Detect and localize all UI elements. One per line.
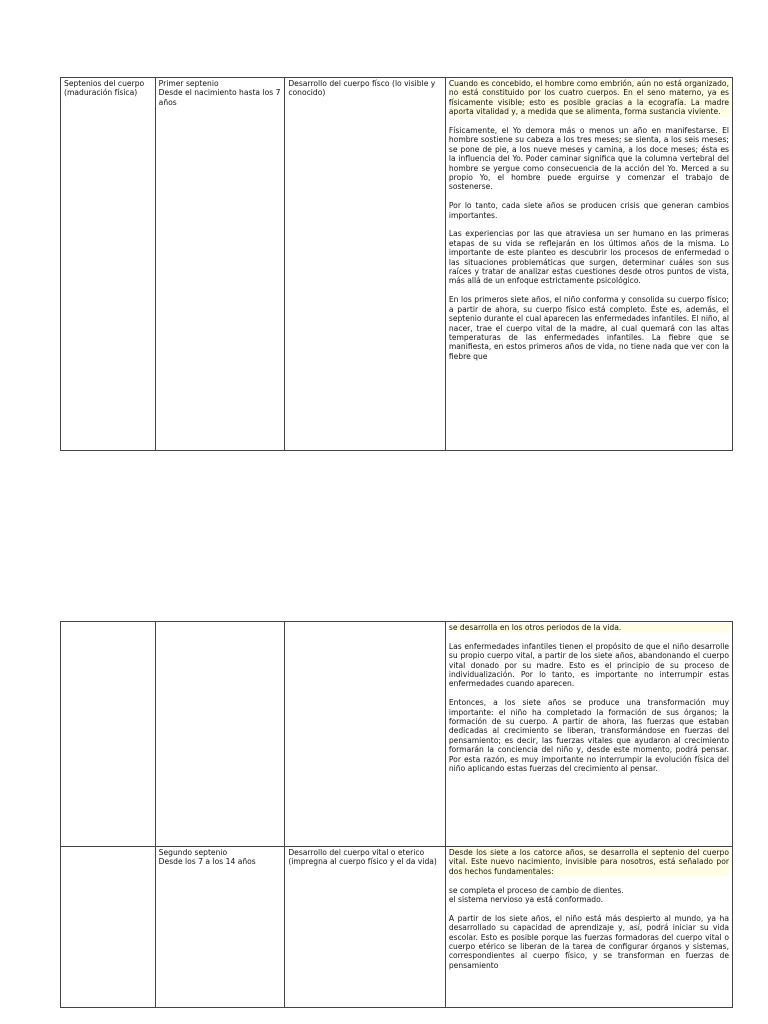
paragraph: Por lo tanto, cada siete años se producen crisis que generan cambios importantes. <box>448 201 729 220</box>
septenio-range: Desde los 7 a los 14 años <box>158 857 256 867</box>
list-item: el sistema nervioso ya está conformado. <box>448 895 604 905</box>
septenios-table-page-2 <box>60 621 733 1008</box>
paragraph: Entonces, a los siete años se produce una transformación muy importante: el niño ha completado la formación de sus órganos; la formación de su cuerpo. A partir de ahora, las fuerzas que estaban dedicadas al crecimiento se liberan, transformándose en fuerzas del pensamiento; es decir, las fuerzas vitales que ayudaron al crecimiento formarán la conciencia del niño y, desde este momento, podrá pensar. Por esta razón, es muy importante no interrumpir la evolución física del niño aplicando estas fuerzas del crecimiento al pensar. <box>448 698 729 774</box>
paragraph: Las enfermedades infantiles tienen el propósito de que el niño desarrolle su propio cuerpo vital, a partir de los siete años, abandonando el cuerpo vital donado por su madre. Esto es el principio de su proceso de individualización. Por lo tanto, es importante no interrumpir estas enfermedades cuando aparecen. <box>448 641 729 689</box>
paragraph: Desde los siete a los catorce años, se desarrolla el septenio del cuerpo vital. Este nuevo nacimiento, invisible para nosotros, está señalado por dos hechos fundamentales: <box>448 848 729 876</box>
list-item: se completa el proceso de cambio de dientes. <box>448 885 624 895</box>
paragraph: A partir de los siete años, el niño está más despierto al mundo, ya ha desarrollado su capacidad de aprendizaje y, así, podrá iniciar su vida escolar. Esto es posible porque las fuerzas formadoras del cuerpo vital o cuerpo etérico se liberan de la tarea de configurar órganos y sistemas, correspondientes al cuerpo físico, y se transforman en fuerzas de pensamiento <box>448 913 729 970</box>
septenio-cell <box>155 622 285 847</box>
paragraph: Cuando es concebido, el hombre como embrión, aún no está organizado, no está constituido por los cuatro cuerpos. En el seno materno, ya es físicamente visible; esto es posible gracias a la ecografía. La madre aporta vitalidad y, a medida que se alimenta, forma sustancia viviente. <box>448 79 729 117</box>
table-row <box>61 78 733 451</box>
category-cell <box>61 847 156 1008</box>
description-cell <box>445 622 732 847</box>
paragraph: se desarrolla en los otros periodos de la vida. <box>449 623 729 632</box>
paragraph: En los primeros siete años, el niño conforma y consolida su cuerpo físico; a partir de ahora, su cuerpo físico está completo. Éste es, además, el septenio durante el cual aparecen las enfermedades infantiles. El niño, al nacer, trae el cuerpo vital de la madre, al cual quemará con las altas temperaturas de las enfermedades infantiles. La fiebre que se manifiesta, en estos primeros años de vida, no tiene nada que ver con la fiebre que <box>448 295 729 361</box>
table-row <box>61 622 733 847</box>
septenio-cell <box>155 847 285 1008</box>
description-cell <box>445 847 732 1008</box>
septenio-range: Desde el nacimiento hasta los 7 años <box>158 88 281 107</box>
paragraph: Físicamente, el Yo demora más o menos un año en manifestarse. El hombre sostiene su cabeza a los tres meses; se sienta, a los seis meses; se pone de pie, a los nueve meses y camina, a los doce meses; ésta es la influencia del Yo. Poder caminar significa que la columna vertebral del hombre se yergue como consecuencia de la acción del Yo. Merced a su propio Yo, el hombre puede erguirse y comenzar el trabajo de sostenerse. <box>448 126 729 192</box>
category-cell <box>61 622 156 847</box>
development-label: Desarrollo del cuerpo físco (lo visible y conocido) <box>288 79 436 98</box>
development-cell <box>285 78 446 451</box>
category-cell <box>61 78 156 451</box>
table-row <box>61 847 733 1008</box>
septenios-table-page-1 <box>60 77 733 451</box>
septenio-title: Primer septenio <box>158 79 219 88</box>
paragraph: Las experiencias por las que atraviesa un ser humano en las primeras etapas de su vida se reflejarán en los últimos años de la misma. Lo importante de este planteo es descubrir los procesos de enfermedad o las situaciones problemáticas que surgen, determinar cuáles son sus raíces y tratar de analizar estas cuestiones desde otros puntos de vista, más allá de un enfoque estrictamente psicológico. <box>448 229 729 286</box>
septenio-cell <box>155 78 285 451</box>
septenio-title: Segundo septenio <box>158 848 228 857</box>
development-cell <box>285 847 446 1008</box>
development-label: Desarrollo del cuerpo vital o eterico (impregna al cuerpo físico y el da vida) <box>288 848 437 867</box>
description-cell <box>445 78 732 451</box>
category-label: Septenios del cuerpo (maduración física) <box>64 79 145 98</box>
development-cell <box>285 622 446 847</box>
